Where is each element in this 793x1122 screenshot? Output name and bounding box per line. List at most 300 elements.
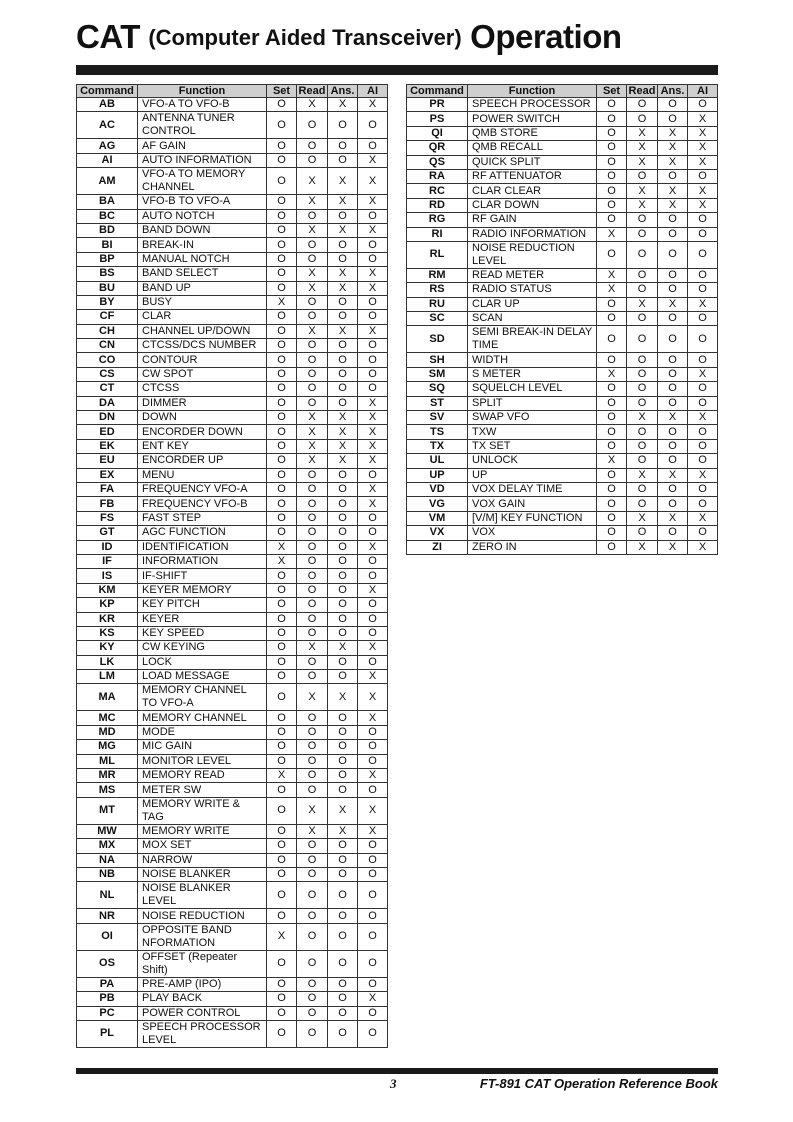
read-cell: O (627, 98, 658, 112)
set-cell: O (597, 297, 627, 311)
header-command: Command (407, 85, 468, 98)
function-cell: MEMORY READ (138, 769, 267, 783)
command-cell: CT (77, 382, 138, 396)
command-cell: EU (77, 454, 138, 468)
table-row (77, 867, 388, 881)
ans-cell: X (328, 454, 358, 468)
set-cell: O (267, 824, 297, 838)
set-cell: O (267, 209, 297, 223)
set-cell: O (597, 425, 627, 439)
table-row (77, 526, 388, 540)
command-cell: VD (407, 482, 468, 496)
table-row (77, 554, 388, 568)
table-row (77, 511, 388, 525)
set-cell: O (267, 339, 297, 353)
ans-cell: X (658, 126, 688, 140)
ai-cell: O (358, 511, 388, 525)
read-cell: O (297, 367, 328, 381)
ans-cell: X (658, 297, 688, 311)
table-row (407, 540, 718, 554)
ai-cell: X (688, 367, 718, 381)
table-row (77, 725, 388, 739)
header-set: Set (267, 85, 297, 98)
ans-cell: O (328, 526, 358, 540)
set-cell: O (597, 112, 627, 126)
command-cell: BY (77, 295, 138, 309)
ai-cell: X (688, 112, 718, 126)
command-cell: RG (407, 213, 468, 227)
table-row (407, 382, 718, 396)
table-row (77, 367, 388, 381)
table-row (77, 382, 388, 396)
command-cell: MR (77, 769, 138, 783)
table-row (77, 468, 388, 482)
set-cell: O (267, 353, 297, 367)
ans-cell: X (328, 324, 358, 338)
ai-cell: O (688, 312, 718, 326)
function-cell: CW KEYING (138, 641, 267, 655)
command-cell: LM (77, 670, 138, 684)
read-cell: O (627, 227, 658, 241)
ans-cell: O (328, 740, 358, 754)
ai-cell: O (358, 725, 388, 739)
command-cell: KM (77, 583, 138, 597)
command-cell: BP (77, 252, 138, 266)
command-cell: TX (407, 439, 468, 453)
table-row (77, 1006, 388, 1020)
set-cell: O (267, 853, 297, 867)
function-cell: INFORMATION (138, 554, 267, 568)
function-cell: CHANNEL UP/DOWN (138, 324, 267, 338)
function-cell: RADIO STATUS (468, 283, 597, 297)
function-cell: LOAD MESSAGE (138, 670, 267, 684)
table-row (77, 670, 388, 684)
function-cell: TXW (468, 425, 597, 439)
table-row (77, 353, 388, 367)
ai-cell: O (358, 526, 388, 540)
read-cell: O (627, 382, 658, 396)
command-cell: KY (77, 641, 138, 655)
function-cell: BREAK-IN (138, 238, 267, 252)
ans-cell: O (658, 439, 688, 453)
command-cell: VM (407, 511, 468, 525)
table-row (407, 497, 718, 511)
ai-cell: X (688, 468, 718, 482)
set-cell: O (597, 540, 627, 554)
set-cell: O (267, 482, 297, 496)
read-cell: O (297, 950, 328, 977)
set-cell: O (597, 382, 627, 396)
ai-cell: O (358, 382, 388, 396)
ans-cell: O (328, 1020, 358, 1047)
read-cell: X (627, 511, 658, 525)
function-cell: LOCK (138, 655, 267, 669)
ans-cell: O (658, 454, 688, 468)
set-cell: O (267, 439, 297, 453)
header-function: Function (138, 85, 267, 98)
ans-cell: O (328, 482, 358, 496)
set-cell: X (597, 367, 627, 381)
ans-cell: O (328, 1006, 358, 1020)
command-cell: ED (77, 425, 138, 439)
command-cell: EK (77, 439, 138, 453)
ans-cell: O (658, 482, 688, 496)
set-cell: O (267, 454, 297, 468)
ai-cell: O (688, 268, 718, 282)
table-row (77, 711, 388, 725)
table-row (77, 281, 388, 295)
function-cell: AGC FUNCTION (138, 526, 267, 540)
read-cell: O (297, 909, 328, 923)
command-cell: CF (77, 310, 138, 324)
command-cell: MA (77, 684, 138, 711)
read-cell: O (297, 139, 328, 153)
set-cell: O (267, 139, 297, 153)
set-cell: O (597, 353, 627, 367)
set-cell: O (267, 867, 297, 881)
set-cell: O (267, 1006, 297, 1020)
ans-cell: X (328, 684, 358, 711)
table-row (77, 769, 388, 783)
function-cell: UP (468, 468, 597, 482)
function-cell: DIMMER (138, 396, 267, 410)
ai-cell: X (358, 482, 388, 496)
ai-cell: X (358, 439, 388, 453)
read-cell: O (297, 740, 328, 754)
table-row (77, 977, 388, 991)
set-cell: O (267, 238, 297, 252)
function-cell: CONTOUR (138, 353, 267, 367)
command-cell: UL (407, 454, 468, 468)
ai-cell: X (688, 155, 718, 169)
table-row (77, 754, 388, 768)
function-cell: KEYER (138, 612, 267, 626)
function-cell: KEY SPEED (138, 626, 267, 640)
ai-cell: X (358, 223, 388, 237)
function-cell: QMB RECALL (468, 141, 597, 155)
read-cell: X (297, 168, 328, 195)
set-cell: O (267, 411, 297, 425)
set-cell: O (267, 684, 297, 711)
function-cell: ZERO IN (468, 540, 597, 554)
page-number: 3 (390, 1076, 397, 1091)
set-cell: O (267, 267, 297, 281)
table-row (77, 139, 388, 153)
set-cell: O (267, 711, 297, 725)
function-cell: CLAR UP (468, 297, 597, 311)
function-cell: DOWN (138, 411, 267, 425)
table-row (407, 326, 718, 353)
command-cell: PB (77, 992, 138, 1006)
ans-cell: O (328, 310, 358, 324)
command-table-left (76, 84, 388, 1048)
read-cell: O (627, 526, 658, 540)
header-ai: AI (688, 85, 718, 98)
set-cell: O (267, 626, 297, 640)
set-cell: O (597, 411, 627, 425)
table-row (77, 411, 388, 425)
function-cell: FREQUENCY VFO-B (138, 497, 267, 511)
set-cell: X (597, 268, 627, 282)
table-row (77, 909, 388, 923)
function-cell: SEMI BREAK-IN DELAY TIME (468, 326, 597, 353)
ai-cell: X (358, 267, 388, 281)
command-cell: MD (77, 725, 138, 739)
table-row (77, 992, 388, 1006)
set-cell: O (267, 112, 297, 139)
ai-cell: O (358, 112, 388, 139)
ans-cell: O (658, 98, 688, 112)
set-cell: O (267, 1020, 297, 1047)
set-cell: O (597, 439, 627, 453)
function-cell: S METER (468, 367, 597, 381)
command-cell: RL (407, 241, 468, 268)
command-cell: SQ (407, 382, 468, 396)
set-cell: O (267, 740, 297, 754)
ai-cell: O (358, 977, 388, 991)
read-cell: X (297, 195, 328, 209)
ai-cell: X (358, 425, 388, 439)
function-cell: VOX DELAY TIME (468, 482, 597, 496)
table-row (77, 569, 388, 583)
read-cell: O (297, 569, 328, 583)
ai-cell: O (358, 950, 388, 977)
ai-cell: X (358, 497, 388, 511)
ai-cell: X (358, 769, 388, 783)
read-cell: O (297, 992, 328, 1006)
ans-cell: O (328, 754, 358, 768)
ans-cell: O (658, 353, 688, 367)
read-cell: O (297, 626, 328, 640)
ai-cell: O (358, 839, 388, 853)
function-cell: ENCORDER DOWN (138, 425, 267, 439)
header-ans: Ans. (658, 85, 688, 98)
set-cell: O (267, 754, 297, 768)
page-title (76, 18, 726, 64)
set-cell: O (267, 396, 297, 410)
table-row (77, 396, 388, 410)
function-cell: RADIO INFORMATION (468, 227, 597, 241)
table-body-left (77, 98, 388, 1048)
table-row (407, 126, 718, 140)
function-cell: IF-SHIFT (138, 569, 267, 583)
command-cell: MX (77, 839, 138, 853)
function-cell: QUICK SPLIT (468, 155, 597, 169)
function-cell: NOISE REDUCTION (138, 909, 267, 923)
ai-cell: O (358, 612, 388, 626)
command-cell: RC (407, 184, 468, 198)
table-row (407, 184, 718, 198)
ans-cell: O (328, 882, 358, 909)
table-row (77, 223, 388, 237)
command-cell: AB (77, 98, 138, 112)
command-cell: RM (407, 268, 468, 282)
ans-cell: O (328, 612, 358, 626)
command-cell: QR (407, 141, 468, 155)
ans-cell: O (658, 326, 688, 353)
set-cell: X (597, 227, 627, 241)
read-cell: O (297, 839, 328, 853)
table-row (77, 853, 388, 867)
set-cell: O (267, 839, 297, 853)
set-cell: O (597, 184, 627, 198)
read-cell: O (297, 511, 328, 525)
table-row (407, 297, 718, 311)
ai-cell: O (358, 1020, 388, 1047)
ai-cell: O (358, 238, 388, 252)
set-cell: O (597, 126, 627, 140)
ans-cell: O (658, 112, 688, 126)
read-cell: X (297, 411, 328, 425)
set-cell: O (267, 310, 297, 324)
header-ans: Ans. (328, 85, 358, 98)
function-cell: RF ATTENUATOR (468, 169, 597, 183)
set-cell: O (267, 252, 297, 266)
set-cell: O (267, 670, 297, 684)
ans-cell: X (658, 198, 688, 212)
ans-cell: O (328, 725, 358, 739)
read-cell: O (297, 112, 328, 139)
table-row (77, 923, 388, 950)
table-row (407, 169, 718, 183)
footer-rule (76, 1068, 718, 1074)
set-cell: O (267, 324, 297, 338)
set-cell: O (597, 241, 627, 268)
table-row (77, 482, 388, 496)
function-cell: NARROW (138, 853, 267, 867)
header-ai: AI (358, 85, 388, 98)
read-cell: O (297, 468, 328, 482)
function-cell: KEYER MEMORY (138, 583, 267, 597)
ai-cell: X (358, 168, 388, 195)
read-cell: O (627, 353, 658, 367)
function-cell: FREQUENCY VFO-A (138, 482, 267, 496)
set-cell: O (597, 312, 627, 326)
read-cell: X (297, 797, 328, 824)
ai-cell: X (688, 198, 718, 212)
command-cell: UP (407, 468, 468, 482)
table-row (407, 227, 718, 241)
function-cell: CW SPOT (138, 367, 267, 381)
table-row (407, 198, 718, 212)
read-cell: O (627, 482, 658, 496)
function-cell: MEMORY WRITE (138, 824, 267, 838)
table-row (77, 641, 388, 655)
table-row (77, 98, 388, 112)
set-cell: O (597, 213, 627, 227)
ai-cell: X (358, 711, 388, 725)
ai-cell: X (358, 324, 388, 338)
ans-cell: X (328, 411, 358, 425)
table-row (407, 213, 718, 227)
ans-cell: O (658, 268, 688, 282)
ans-cell: X (658, 184, 688, 198)
function-cell: METER SW (138, 783, 267, 797)
table-header-row (407, 85, 718, 98)
read-cell: O (297, 754, 328, 768)
read-cell: O (627, 367, 658, 381)
ans-cell: O (328, 977, 358, 991)
ai-cell: O (688, 454, 718, 468)
command-cell: QS (407, 155, 468, 169)
set-cell: O (267, 223, 297, 237)
command-cell: CN (77, 339, 138, 353)
command-cell: ST (407, 396, 468, 410)
command-cell: RS (407, 283, 468, 297)
set-cell: O (267, 281, 297, 295)
set-cell: O (267, 950, 297, 977)
table-row (407, 155, 718, 169)
ans-cell: X (658, 141, 688, 155)
read-cell: O (627, 112, 658, 126)
set-cell: O (597, 141, 627, 155)
ai-cell: O (358, 468, 388, 482)
table-row (407, 396, 718, 410)
ans-cell: O (328, 339, 358, 353)
ans-cell: X (328, 168, 358, 195)
set-cell: O (597, 482, 627, 496)
function-cell: SCAN (468, 312, 597, 326)
command-cell: KS (77, 626, 138, 640)
command-cell: BI (77, 238, 138, 252)
ans-cell: O (328, 909, 358, 923)
ai-cell: X (358, 281, 388, 295)
function-cell: BAND DOWN (138, 223, 267, 237)
table-row (77, 626, 388, 640)
command-cell: RA (407, 169, 468, 183)
command-cell: MG (77, 740, 138, 754)
read-cell: O (627, 425, 658, 439)
read-cell: O (297, 977, 328, 991)
ans-cell: X (658, 540, 688, 554)
function-cell: CTCSS (138, 382, 267, 396)
ai-cell: O (688, 425, 718, 439)
function-cell: NOISE BLANKER LEVEL (138, 882, 267, 909)
table-row (407, 468, 718, 482)
function-cell: BUSY (138, 295, 267, 309)
command-cell: AG (77, 139, 138, 153)
read-cell: X (297, 425, 328, 439)
table-row (407, 312, 718, 326)
ai-cell: X (358, 153, 388, 167)
command-cell: DN (77, 411, 138, 425)
read-cell: O (627, 326, 658, 353)
command-cell: AI (77, 153, 138, 167)
command-cell: IF (77, 554, 138, 568)
ai-cell: X (358, 684, 388, 711)
ans-cell: O (328, 468, 358, 482)
command-cell: CO (77, 353, 138, 367)
command-cell: SD (407, 326, 468, 353)
function-cell: SPEECH PROCESSOR (468, 98, 597, 112)
read-cell: O (297, 1006, 328, 1020)
read-cell: O (297, 353, 328, 367)
set-cell: X (267, 540, 297, 554)
ai-cell: O (358, 867, 388, 881)
command-cell: GT (77, 526, 138, 540)
command-cell: OI (77, 923, 138, 950)
table-row (77, 425, 388, 439)
function-cell: MENU (138, 468, 267, 482)
command-cell: OS (77, 950, 138, 977)
ai-cell: X (358, 670, 388, 684)
ai-cell: O (688, 382, 718, 396)
ans-cell: O (328, 569, 358, 583)
ans-cell: O (328, 540, 358, 554)
read-cell: O (627, 439, 658, 453)
set-cell: O (597, 155, 627, 169)
ai-cell: O (358, 598, 388, 612)
